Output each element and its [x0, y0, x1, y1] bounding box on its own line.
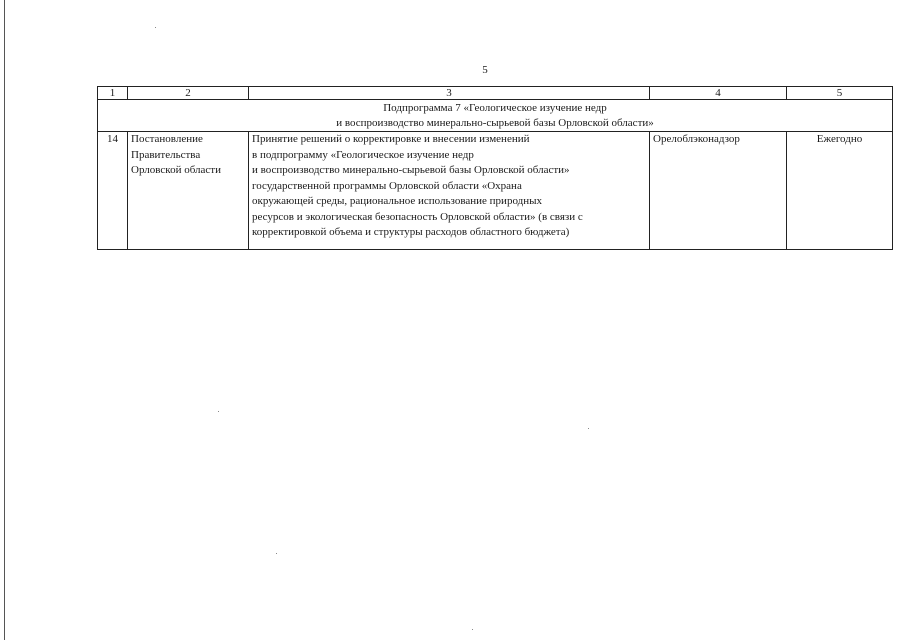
table-row — [98, 132, 893, 250]
content-line: в подпрограмму «Геологическое изучение недр — [252, 148, 474, 161]
scan-speck — [155, 27, 156, 28]
document-type-line: Орловской области — [131, 164, 221, 176]
column-header-5: 5 — [787, 87, 893, 100]
row-deadline: Ежегодно — [787, 132, 893, 250]
content-line: Принятие решений о корректировке и внесении изменений — [252, 133, 530, 145]
subprogram-title-row — [98, 100, 893, 132]
scan-speck — [588, 428, 589, 429]
row-content — [249, 132, 650, 250]
page-number: 5 — [482, 64, 488, 76]
row-document-type — [128, 132, 249, 250]
content-line: и воспроизводство минерально-сырьевой базы Орловской области» — [252, 164, 570, 176]
content-line: государственной программы Орловской области «Охрана — [252, 179, 522, 192]
column-header-4: 4 — [650, 87, 787, 100]
subprogram-title — [98, 100, 893, 132]
scan-margin-line — [4, 0, 5, 640]
scan-speck — [218, 411, 219, 412]
column-header-2: 2 — [128, 87, 249, 100]
content-line: окружающей среды, рациональное использование природных — [252, 195, 542, 207]
subprogram-title-line: и воспроизводство минерально-сырьевой базы Орловской области» — [336, 117, 654, 129]
content-line: ресурсов и экологическая безопасность Орловской области» (в связи с — [252, 210, 583, 223]
column-header-3: 3 — [249, 87, 650, 100]
row-number: 14 — [98, 132, 128, 250]
content-line: корректировкой объема и структуры расходов областного бюджета) — [252, 226, 570, 238]
table-header-row — [98, 87, 893, 100]
document-type-line: Постановление — [131, 133, 203, 145]
scan-speck — [276, 553, 277, 554]
scan-speck — [472, 629, 473, 630]
subprogram-title-line: Подпрограмма 7 «Геологическое изучение недр — [383, 102, 607, 114]
document-type-line: Правительства — [131, 148, 201, 161]
measures-table — [97, 86, 893, 250]
row-executor: Орелоблэконадзор — [650, 132, 787, 250]
column-header-1: 1 — [98, 87, 128, 100]
